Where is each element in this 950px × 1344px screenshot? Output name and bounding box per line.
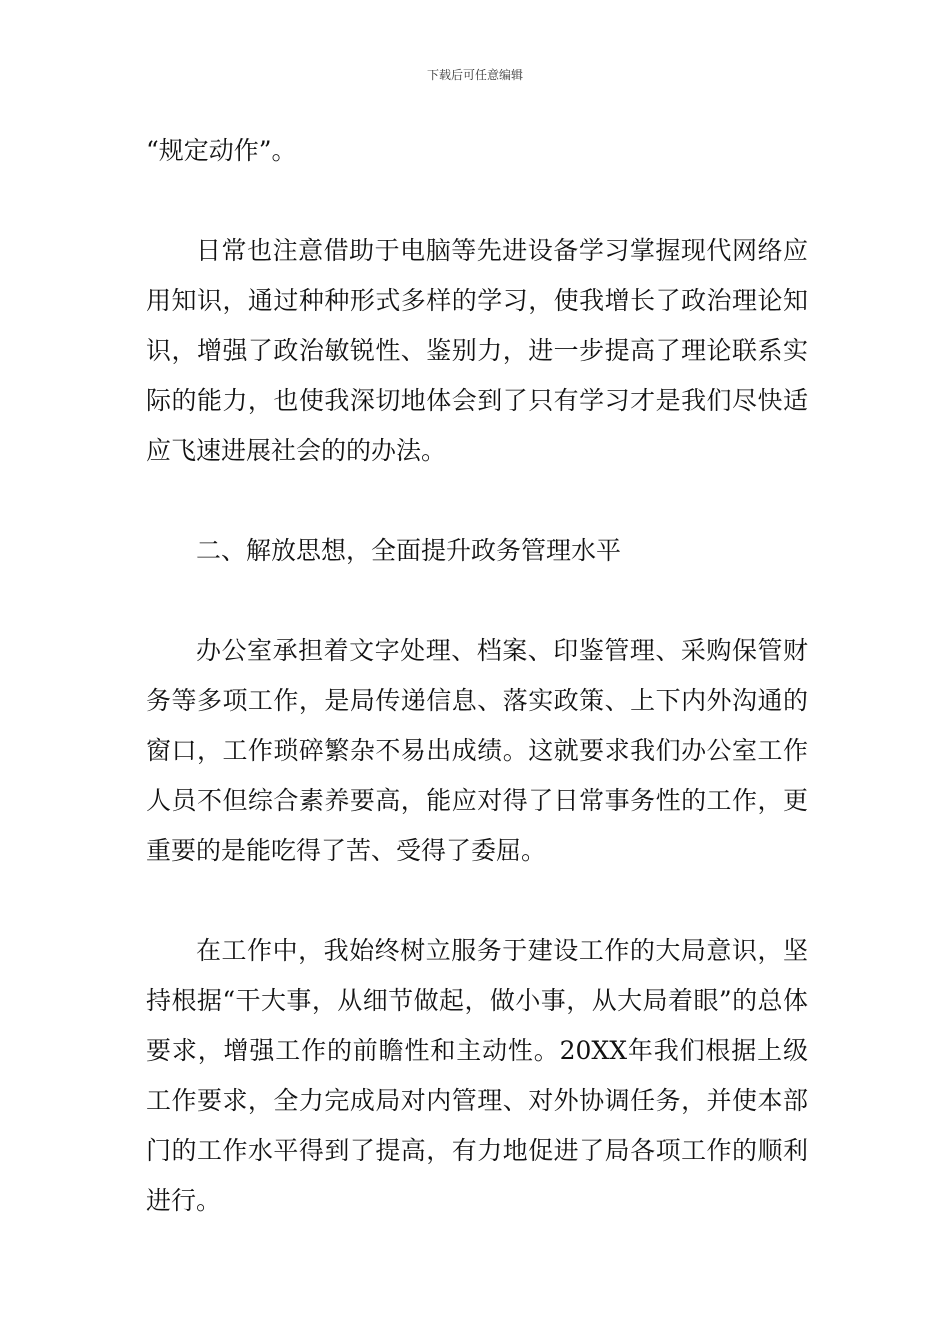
paragraph-continuation: “规定动作”。	[146, 136, 297, 165]
paragraph-gap	[146, 176, 808, 226]
document-body	[146, 126, 808, 1226]
paragraph-gap	[146, 576, 808, 626]
section-heading: 二、解放思想，全面提升政务管理水平	[196, 536, 622, 565]
paragraph-office-duties: 办公室承担着文字处理、档案、印鉴管理、采购保管财务等多项工作，是局传递信息、落实政策、上下内外沟通的窗口，工作琐碎繁杂不易出成绩。这就要求我们办公室工作人员不但综合素养要高，能应对得了日常事务性的工作，更重要的是能吃得了苦、受得了委屈。	[146, 636, 808, 865]
page-header: 下载后可任意编辑	[426, 68, 523, 82]
paragraph-work-awareness: 在工作中，我始终树立服务于建设工作的大局意识，坚持根据“干大事，从细节做起，做小事，从大局着眼”的总体要求，增强工作的前瞻性和主动性。20XX年我们根据上级工作要求，全力完成局对内管理、对外协调任务，并使本部门的工作水平得到了提高，有力地促进了局各项工作的顺利进行。	[146, 936, 808, 1215]
paragraph-gap	[146, 876, 808, 926]
paragraph-gap	[146, 476, 808, 526]
paragraph-study: 日常也注意借助于电脑等先进设备学习掌握现代网络应用知识，通过种种形式多样的学习，使我增长了政治理论知识，增强了政治敏锐性、鉴别力，进一步提高了理论联系实际的能力，也使我深切地体会到了只有学习才是我们尽快适应飞速进展社会的的办法。	[146, 236, 808, 465]
